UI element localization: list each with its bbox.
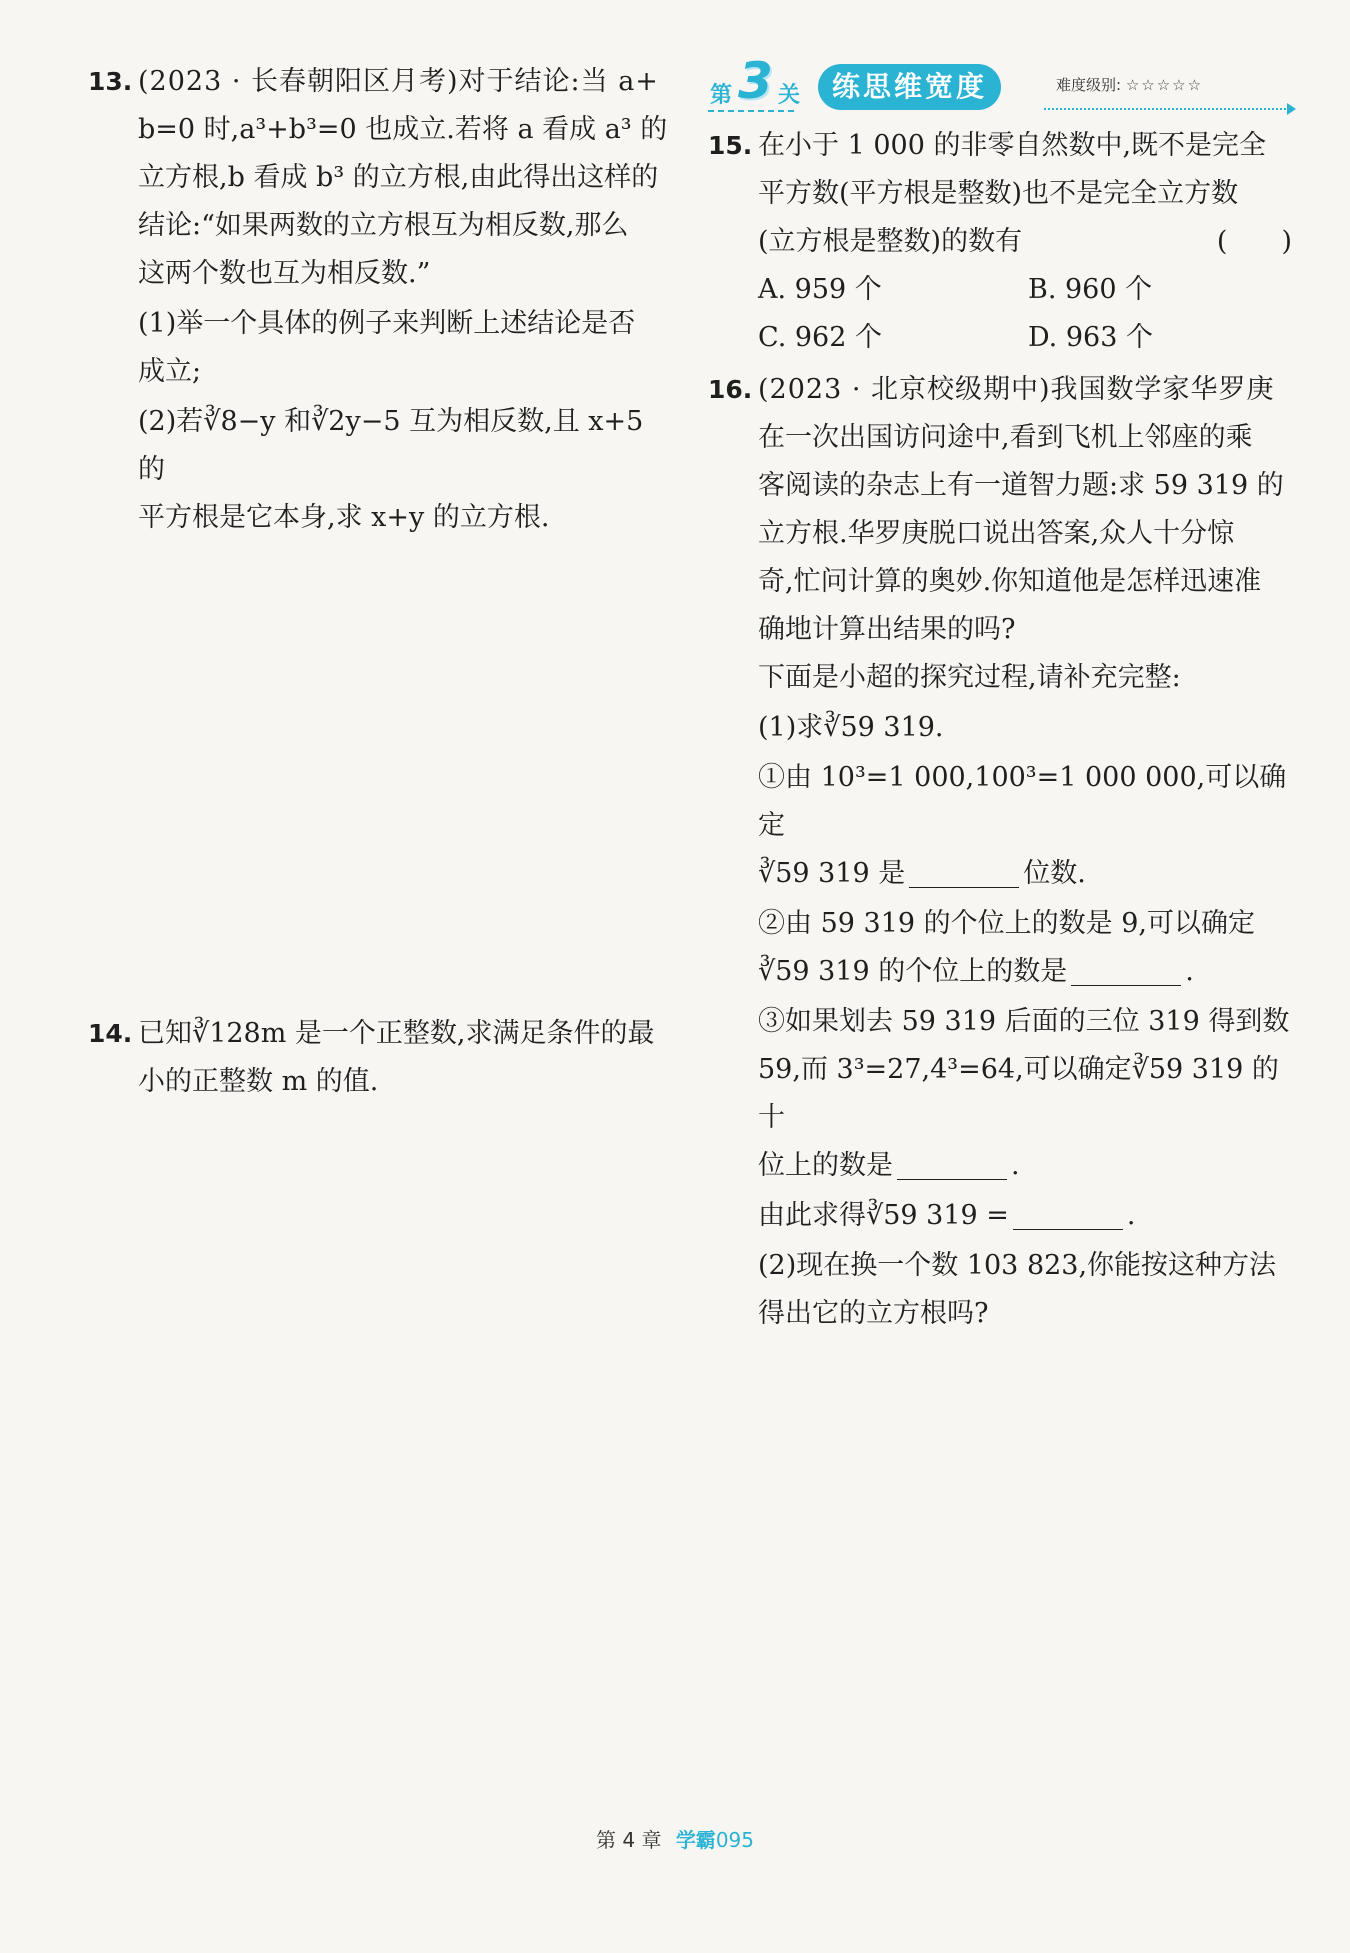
question-15 xyxy=(708,122,1298,362)
question-number: 16. xyxy=(708,375,753,404)
banner-suffix: 关 xyxy=(778,83,801,108)
option-a: A. 959 个 xyxy=(758,274,882,305)
question-text-line: 已知∛128m 是一个正整数,求满足条件的最 xyxy=(138,1018,655,1049)
brand-name: 学霸 xyxy=(675,1828,716,1852)
question-text-line: 平方数(平方根是整数)也不是完全立方数 xyxy=(758,178,1239,209)
sub-question-2: (2)若∛8−y 和∛2y−5 互为相反数,且 x+5 的 xyxy=(138,406,644,485)
question-text: (立方根是整数)的数有 xyxy=(758,226,1023,257)
section-banner xyxy=(708,52,1298,118)
fill-blank[interactable] xyxy=(1071,955,1181,986)
step-text: ∛59 319 的个位上的数是 xyxy=(758,956,1068,987)
banner-title: 练思维宽度 xyxy=(818,64,1001,110)
question-text-line: 客阅读的杂志上有一道智力题:求 59 319 的 xyxy=(758,470,1284,501)
question-text-line: b=0 时,a³+b³=0 也成立.若将 a 看成 a³ 的 xyxy=(138,114,668,145)
step-3-cont: 59,而 3³=27,4³=64,可以确定∛59 319 的十 xyxy=(758,1054,1279,1133)
fill-blank[interactable] xyxy=(897,1149,1007,1180)
step-1-cont xyxy=(758,850,1298,898)
question-14 xyxy=(88,1010,678,1106)
option-d: D. 963 个 xyxy=(1028,322,1153,353)
step-text: 位上的数是 xyxy=(758,1150,893,1181)
question-text-line: 奇,忙问计算的奥妙.你知道他是怎样迅速准 xyxy=(758,566,1262,597)
sub-question-1: (1)举一个具体的例子来判断上述结论是否 xyxy=(138,308,636,339)
banner-prefix: 第 xyxy=(710,83,733,108)
answer-options xyxy=(758,266,1298,362)
question-text-line: 小的正整数 m 的值. xyxy=(138,1066,379,1097)
step-2: ②由 59 319 的个位上的数是 9,可以确定 xyxy=(758,908,1255,939)
banner-arrow xyxy=(1044,108,1294,110)
option-b: B. 960 个 xyxy=(1028,274,1153,305)
fill-blank[interactable] xyxy=(1013,1199,1123,1230)
difficulty-text: 难度级别: xyxy=(1056,76,1122,94)
result-text: 由此求得∛59 319 = xyxy=(758,1200,1009,1231)
banner-level-number: 3 xyxy=(738,52,773,110)
question-13 xyxy=(88,58,678,542)
question-text-line xyxy=(758,218,1298,266)
page-footer xyxy=(0,1824,1350,1853)
step-1: ①由 10³=1 000,100³=1 000 000,可以确定 xyxy=(758,762,1287,841)
question-text-line: 这两个数也互为相反数.” xyxy=(138,258,431,289)
difficulty-label xyxy=(1056,74,1203,95)
question-text-line: 结论:“如果两数的立方根互为相反数,那么 xyxy=(138,210,629,241)
step-text: ∛59 319 是 xyxy=(758,858,906,889)
step-text: . xyxy=(1185,956,1194,987)
question-number: 14. xyxy=(88,1019,133,1048)
difficulty-stars: ☆☆☆☆☆ xyxy=(1125,76,1204,94)
right-column xyxy=(708,52,1298,1338)
sub-question-1-cont: 成立; xyxy=(138,356,202,387)
question-text-line: 立方根.华罗庚脱口说出答案,众人十分惊 xyxy=(758,518,1235,549)
question-text-line: (2023 · 北京校级期中)我国数学家华罗庚 xyxy=(758,374,1275,405)
question-number: 15. xyxy=(708,131,753,160)
step-text: . xyxy=(1011,1150,1020,1181)
step-text: 位数. xyxy=(1023,858,1086,889)
step-3-end xyxy=(758,1142,1298,1190)
sub-question-2: (2)现在换一个数 103 823,你能按这种方法 xyxy=(758,1250,1277,1281)
result-text: . xyxy=(1126,1200,1136,1231)
question-number: 13. xyxy=(88,67,133,96)
intro-text: 下面是小超的探究过程,请补充完整: xyxy=(758,662,1181,693)
fill-blank[interactable] xyxy=(909,857,1019,888)
step-2-cont xyxy=(758,948,1298,996)
question-16 xyxy=(708,366,1298,1338)
sub-question-2-cont: 得出它的立方根吗? xyxy=(758,1298,989,1329)
sub-question-2-cont: 平方根是它本身,求 x+y 的立方根. xyxy=(138,502,550,533)
question-text-line: 立方根,b 看成 b³ 的立方根,由此得出这样的 xyxy=(138,162,659,193)
option-c: C. 962 个 xyxy=(758,322,882,353)
banner-underline xyxy=(708,110,794,112)
page-number: 095 xyxy=(715,1828,754,1852)
sub-question-1: (1)求∛59 319. xyxy=(758,712,944,743)
question-text-line: (2023 · 长春朝阳区月考)对于结论:当 a+ xyxy=(138,66,659,97)
answer-bracket: ( ) xyxy=(1216,226,1292,257)
question-text-line: 确地计算出结果的吗? xyxy=(758,614,1016,645)
left-column xyxy=(88,58,678,1106)
result-line xyxy=(758,1192,1298,1240)
step-3: ③如果划去 59 319 后面的三位 319 得到数 xyxy=(758,1006,1290,1037)
question-text-line: 在一次出国访问途中,看到飞机上邻座的乘 xyxy=(758,422,1253,453)
question-text-line: 在小于 1 000 的非零自然数中,既不是完全 xyxy=(758,130,1267,161)
chapter-label: 第 4 章 xyxy=(596,1828,662,1852)
